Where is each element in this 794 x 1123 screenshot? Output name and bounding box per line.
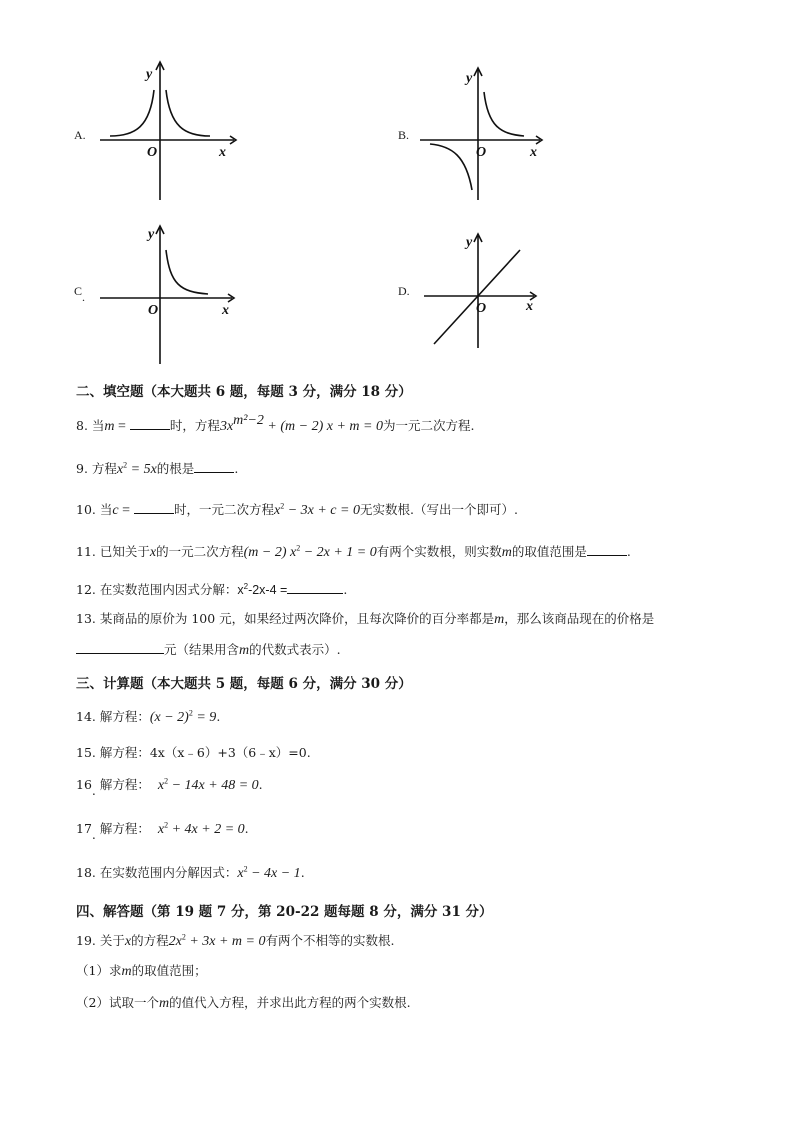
- answer-blank[interactable]: [134, 500, 174, 514]
- answer-blank[interactable]: [287, 580, 343, 594]
- question-12: 12. 在实数范围内因式分解：$x^2-2x-4$ = .: [76, 581, 348, 597]
- x-axis-label: x: [219, 145, 226, 160]
- x-axis-label: x: [222, 303, 229, 318]
- origin-label: O: [148, 303, 159, 318]
- question-19-part-1: （1）求m的取值范围；: [76, 963, 207, 979]
- option-b-label: B.: [398, 128, 410, 142]
- y-axis-label: y: [146, 67, 153, 82]
- question-15: 15. 解方程：4x（x﹣6）+3（6﹣x）=0.: [76, 745, 311, 760]
- question-10: 10. 当c = 时，一元二次方程$x^2 - 3x + c = 0$无实数根.（写出一个即可）.: [76, 501, 518, 518]
- option-d-label: D.: [398, 284, 410, 298]
- question-11: 11. 已知关于x的一元二次方程(m − 2) $x^2 - 2x + 1 = 0$有两个实数根，则实数m的取值范围是 .: [76, 543, 631, 560]
- question-8: 8. 当m = 时，方程$3x^{m^2-2} + (m - 2) x + m = 0$为一元二次方程.: [76, 413, 475, 434]
- origin-label: O: [147, 145, 158, 160]
- answer-blank[interactable]: [76, 640, 164, 654]
- x-axis-label: x: [530, 145, 537, 160]
- question-19: 19. 关于x的方程$2x^2 + 3x + m = 0$有两个不相等的实数根.: [76, 932, 395, 949]
- y-axis-label: y: [466, 235, 473, 250]
- section-2-heading: 二、填空题（本大题共 6 题，每题 3 分，满分 18 分）: [76, 384, 412, 400]
- option-b-graph: [416, 60, 566, 205]
- option-c-graph: [96, 222, 246, 367]
- question-13-line-1: 13. 某商品的原价为 100 元，如果经过两次降价，且每次降价的百分率都是m，那么该商品现在的价格是: [76, 611, 655, 627]
- origin-label: O: [476, 301, 487, 316]
- option-a-graph: [96, 60, 246, 205]
- option-d-graph: [420, 226, 550, 351]
- y-axis-label: y: [148, 227, 155, 242]
- question-19-part-2: （2）试取一个m的值代入方程，并求出此方程的两个实数根.: [76, 995, 411, 1011]
- question-14: 14. 解方程：$(x - 2)^2 = 9$.: [76, 708, 221, 725]
- x-axis-label: x: [526, 299, 533, 314]
- section-3-heading: 三、计算题（本大题共 5 题，每题 6 分，满分 30 分）: [76, 676, 412, 692]
- section-4-heading: 四、解答题（第 19 题 7 分，第 20-22 题每题 8 分，满分 31 分）: [76, 904, 493, 920]
- y-axis-label: y: [466, 71, 473, 86]
- question-18: 18. 在实数范围内分解因式：$x^2 - 4x - 1$.: [76, 864, 305, 881]
- question-17: 17. 解方程： $x^2 + 4x + 2 = 0$.: [76, 820, 249, 842]
- answer-blank[interactable]: [130, 416, 170, 430]
- origin-label: O: [476, 145, 487, 160]
- option-a-label: A.: [74, 128, 86, 142]
- answer-blank[interactable]: [587, 542, 627, 556]
- question-13-line-2: 元（结果用含m的代数式表示）.: [76, 640, 341, 660]
- option-c-label: C.: [74, 284, 86, 304]
- question-9: 9. 方程$x^2 = 5x$的根是 .: [76, 460, 239, 477]
- answer-blank[interactable]: [194, 459, 234, 473]
- question-16: 16. 解方程： $x^2 - 14x + 48 = 0$.: [76, 776, 263, 798]
